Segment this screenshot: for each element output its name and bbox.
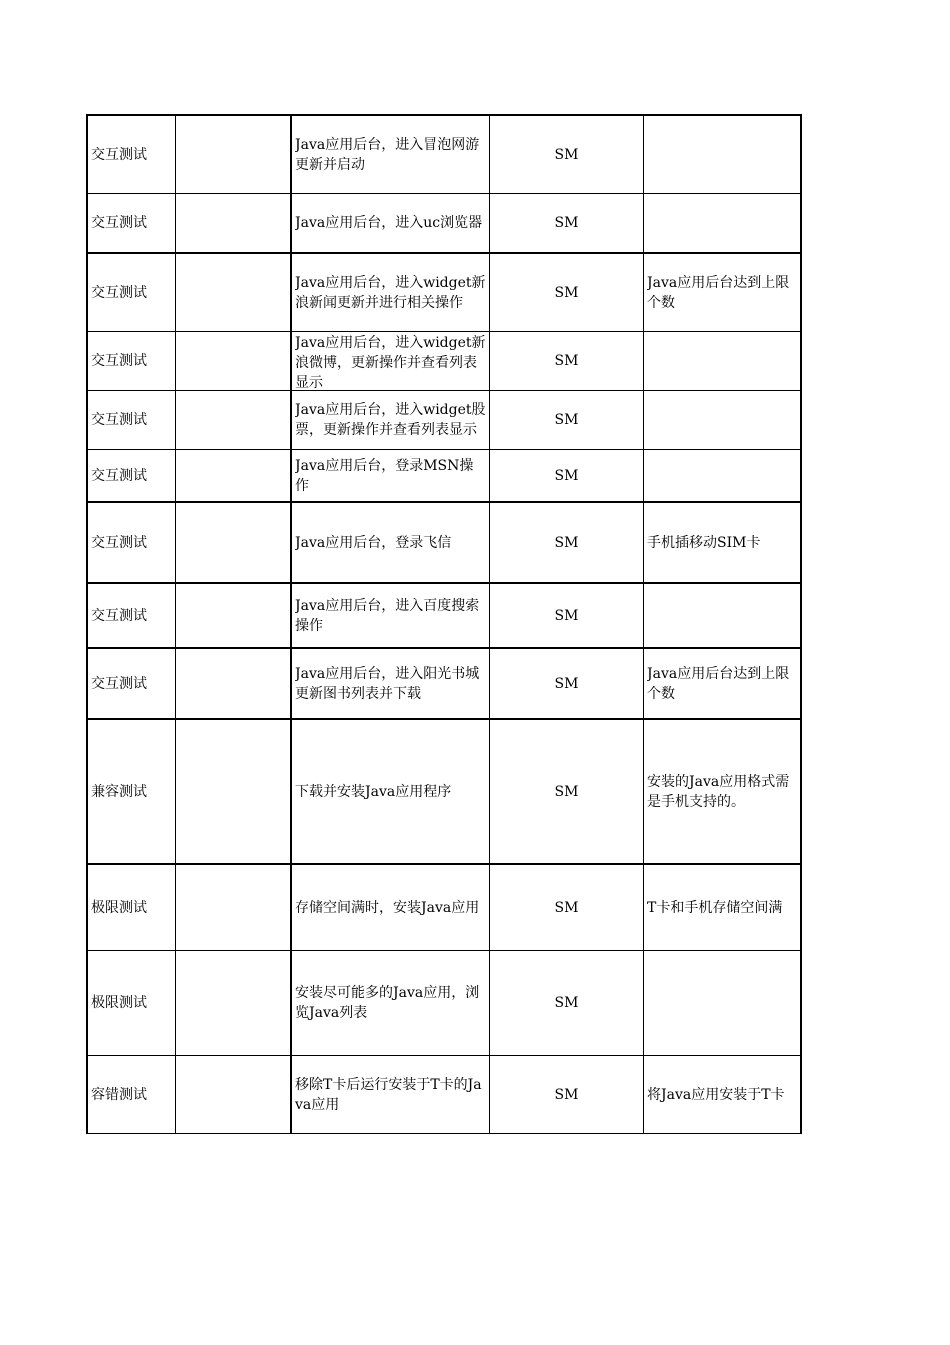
table-row	[87, 583, 801, 648]
table-row	[87, 253, 801, 332]
test-steps-cell-text: 移除T卡后运行安装于T卡的Java应用	[295, 1076, 482, 1113]
note-cell[interactable]	[644, 391, 802, 450]
note-cell[interactable]	[644, 719, 802, 864]
spreadsheet	[86, 114, 802, 1134]
owner-cell[interactable]	[490, 502, 644, 583]
case-id-cell[interactable]	[176, 502, 292, 583]
owner-cell[interactable]	[490, 194, 644, 254]
note-cell[interactable]	[644, 115, 802, 194]
test-steps-cell[interactable]	[291, 502, 490, 583]
owner-cell-text: SM	[554, 534, 579, 551]
owner-cell-text: SM	[554, 1086, 579, 1103]
owner-cell-text: SM	[554, 899, 579, 916]
test-type-cell-text: 交互测试	[91, 146, 147, 163]
test-type-cell-text: 交互测试	[91, 353, 147, 369]
owner-cell-text: SM	[554, 783, 579, 800]
case-id-cell[interactable]	[176, 450, 292, 503]
owner-cell[interactable]	[490, 332, 644, 391]
test-steps-cell[interactable]	[291, 864, 490, 951]
table-row	[87, 450, 801, 503]
owner-cell[interactable]	[490, 719, 644, 864]
owner-cell[interactable]	[490, 951, 644, 1056]
test-steps-cell-text: Java应用后台，进入百度搜索操作	[295, 597, 480, 634]
owner-cell-text: SM	[554, 675, 579, 692]
case-id-cell[interactable]	[176, 583, 292, 648]
owner-cell[interactable]	[490, 115, 644, 194]
owner-cell[interactable]	[490, 1056, 644, 1134]
test-steps-cell[interactable]	[291, 391, 490, 450]
test-steps-cell-text: Java应用后台，登录飞信	[295, 534, 452, 551]
case-id-cell[interactable]	[176, 194, 292, 254]
case-id-cell[interactable]	[176, 719, 292, 864]
owner-cell[interactable]	[490, 391, 644, 450]
note-cell[interactable]	[644, 583, 802, 648]
test-type-cell-text: 兼容测试	[91, 783, 147, 800]
owner-cell-text: SM	[554, 215, 579, 231]
owner-cell[interactable]	[490, 583, 644, 648]
case-id-cell[interactable]	[176, 253, 292, 332]
test-case-table	[86, 114, 802, 1134]
note-cell[interactable]	[644, 502, 802, 583]
case-id-cell[interactable]	[176, 115, 292, 194]
test-steps-cell[interactable]	[291, 719, 490, 864]
note-cell-text: 手机插移动SIM卡	[647, 534, 761, 551]
case-id-cell[interactable]	[176, 391, 292, 450]
note-cell-text: T卡和手机存储空间满	[647, 899, 783, 916]
test-type-cell[interactable]	[87, 583, 176, 648]
owner-cell[interactable]	[490, 253, 644, 332]
test-type-cell[interactable]	[87, 194, 176, 254]
owner-cell[interactable]	[490, 648, 644, 719]
test-steps-cell[interactable]	[291, 951, 490, 1056]
test-type-cell-text: 交互测试	[91, 412, 147, 428]
table-row	[87, 648, 801, 719]
owner-cell-text: SM	[554, 353, 579, 369]
test-steps-cell-text: Java应用后台，进入阳光书城更新图书列表并下载	[295, 665, 480, 702]
note-cell[interactable]	[644, 648, 802, 719]
test-type-cell[interactable]	[87, 864, 176, 951]
test-steps-cell[interactable]	[291, 648, 490, 719]
test-type-cell-text: 交互测试	[91, 675, 147, 692]
note-cell[interactable]	[644, 332, 802, 391]
note-cell-text: 安装的Java应用格式需是手机支持的。	[647, 773, 790, 810]
test-steps-cell[interactable]	[291, 583, 490, 648]
test-steps-cell-text: 存储空间满时，安装Java应用	[295, 899, 480, 916]
owner-cell-text: SM	[554, 607, 579, 624]
test-steps-cell[interactable]	[291, 194, 490, 254]
owner-cell-text: SM	[554, 467, 579, 484]
note-cell[interactable]	[644, 194, 802, 254]
case-id-cell[interactable]	[176, 951, 292, 1056]
table-row	[87, 1056, 801, 1134]
test-steps-cell-text: Java应用后台，进入widget新浪微博，更新操作并查看列表显示	[295, 334, 486, 390]
table-row	[87, 332, 801, 391]
test-steps-cell-text: Java应用后台，进入uc浏览器	[295, 215, 483, 231]
test-steps-cell-text: 下载并安装Java应用程序	[295, 783, 452, 800]
test-type-cell[interactable]	[87, 115, 176, 194]
note-cell-text: Java应用后台达到上限个数	[647, 274, 790, 311]
table-row	[87, 864, 801, 951]
owner-cell-text: SM	[554, 412, 579, 428]
test-type-cell[interactable]	[87, 450, 176, 503]
test-steps-cell-text: Java应用后台，登录MSN操作	[295, 457, 474, 494]
table-row	[87, 719, 801, 864]
test-type-cell-text: 极限测试	[91, 899, 147, 916]
table-row	[87, 391, 801, 450]
owner-cell[interactable]	[490, 864, 644, 951]
case-id-cell[interactable]	[176, 864, 292, 951]
owner-cell[interactable]	[490, 450, 644, 503]
note-cell[interactable]	[644, 951, 802, 1056]
test-type-cell-text: 交互测试	[91, 284, 147, 301]
test-steps-cell-text: 安装尽可能多的Java应用，浏览Java列表	[295, 985, 480, 1021]
test-steps-cell-text: Java应用后台，进入冒泡网游更新并启动	[295, 136, 480, 173]
table-row	[87, 115, 801, 194]
test-type-cell-text: 交互测试	[91, 467, 147, 484]
note-cell[interactable]	[644, 1056, 802, 1134]
test-type-cell[interactable]	[87, 719, 176, 864]
test-steps-cell[interactable]	[291, 115, 490, 194]
test-type-cell-text: 交互测试	[91, 607, 147, 624]
case-id-cell[interactable]	[176, 332, 292, 391]
owner-cell-text: SM	[554, 995, 579, 1011]
case-id-cell[interactable]	[176, 648, 292, 719]
test-type-cell[interactable]	[87, 1056, 176, 1134]
table-row	[87, 951, 801, 1056]
owner-cell-text: SM	[554, 146, 579, 163]
test-steps-cell[interactable]	[291, 450, 490, 503]
table-row	[87, 502, 801, 583]
test-type-cell[interactable]	[87, 502, 176, 583]
test-type-cell-text: 交互测试	[91, 534, 147, 551]
note-cell-text: Java应用后台达到上限个数	[647, 665, 790, 702]
test-steps-cell[interactable]	[291, 253, 490, 332]
test-steps-cell-text: Java应用后台，进入widget新浪新闻更新并进行相关操作	[295, 274, 486, 311]
note-cell[interactable]	[644, 253, 802, 332]
note-cell[interactable]	[644, 864, 802, 951]
test-type-cell[interactable]	[87, 648, 176, 719]
note-cell-text: 将Java应用安装于T卡	[647, 1086, 785, 1103]
note-cell[interactable]	[644, 450, 802, 503]
owner-cell-text: SM	[554, 284, 579, 301]
test-steps-cell[interactable]	[291, 1056, 490, 1134]
table-row	[87, 194, 801, 254]
test-type-cell[interactable]	[87, 332, 176, 391]
test-type-cell[interactable]	[87, 951, 176, 1056]
test-type-cell[interactable]	[87, 391, 176, 450]
test-type-cell[interactable]	[87, 253, 176, 332]
test-steps-cell-text: Java应用后台，进入widget股票，更新操作并查看列表显示	[295, 402, 486, 438]
test-type-cell-text: 交互测试	[91, 215, 147, 231]
test-type-cell-text: 极限测试	[91, 995, 147, 1011]
test-steps-cell[interactable]	[291, 332, 490, 391]
test-type-cell-text: 容错测试	[91, 1086, 147, 1103]
case-id-cell[interactable]	[176, 1056, 292, 1134]
